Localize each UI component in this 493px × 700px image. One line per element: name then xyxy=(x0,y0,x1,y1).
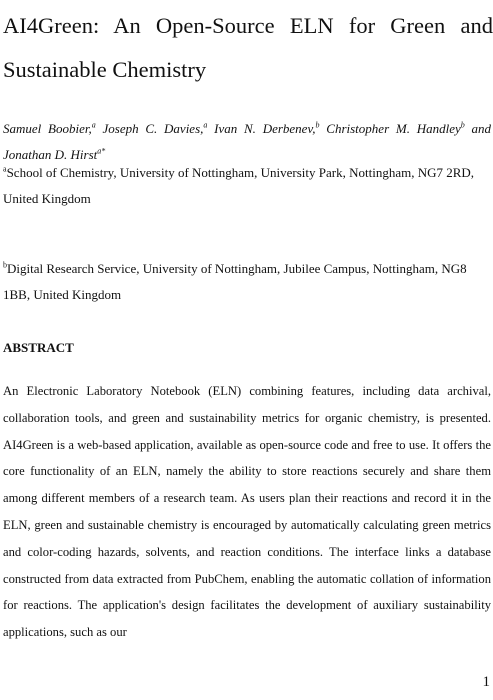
author-name: Christopher M. Handley xyxy=(326,121,461,136)
affiliation-marker: a xyxy=(3,164,7,174)
affiliation-marker: b xyxy=(3,260,7,270)
page-number: 1 xyxy=(482,674,490,690)
author-conjunction: and xyxy=(471,121,492,136)
author-name: Joseph C. Davies, xyxy=(102,121,204,136)
abstract-body: An Electronic Laboratory Notebook (ELN) combining features, including data archival, collaboration tools, and green and sustainability metrics for organic chemistry, is presented. AI4Green is a web-based application, available as open-source code and free to use. It offers the core functionality of an ELN, namely the ability to store reactions securely and share them among different members of a research team. As users plan their reactions and record it in the ELN, green and sustainable chemistry is encouraged by automatically calculating green metrics and color-coding hazards, solvents, and reaction conditions. The interface links a database constructed from data extracted from PubChem, enabling the automatic collation of information for reactions. The application's design facilitates the development of auxiliary sustainability applications, such as our xyxy=(3,384,491,640)
affiliation-b xyxy=(3,256,491,308)
affiliation-marker: a xyxy=(91,120,96,130)
affiliation-a xyxy=(3,160,491,212)
author-name: Ivan N. Derbenev, xyxy=(214,121,316,136)
affiliation-text: School of Chemistry, University of Nottingham, University Park, Nottingham, NG7 2RD, United Kingdom xyxy=(3,165,475,206)
affiliation-letter: a xyxy=(97,146,102,156)
affiliation-marker xyxy=(97,147,105,156)
affiliation-marker: a xyxy=(203,120,208,130)
affiliation-marker: b xyxy=(315,120,320,130)
affiliation-text: Digital Research Service, University of Nottingham, Jubilee Campus, Nottingham, NG8 1BB, United Kingdom xyxy=(3,261,467,302)
affiliation-marker: b xyxy=(460,120,465,130)
author-name: Jonathan D. Hirst xyxy=(3,147,98,162)
author-name: Samuel Boobier, xyxy=(3,121,92,136)
abstract-heading: ABSTRACT xyxy=(3,340,74,355)
corresponding-author-mark: * xyxy=(101,146,106,156)
paper-title: AI4Green: An Open-Source ELN for Green and Sustainable Chemistry xyxy=(3,13,493,82)
